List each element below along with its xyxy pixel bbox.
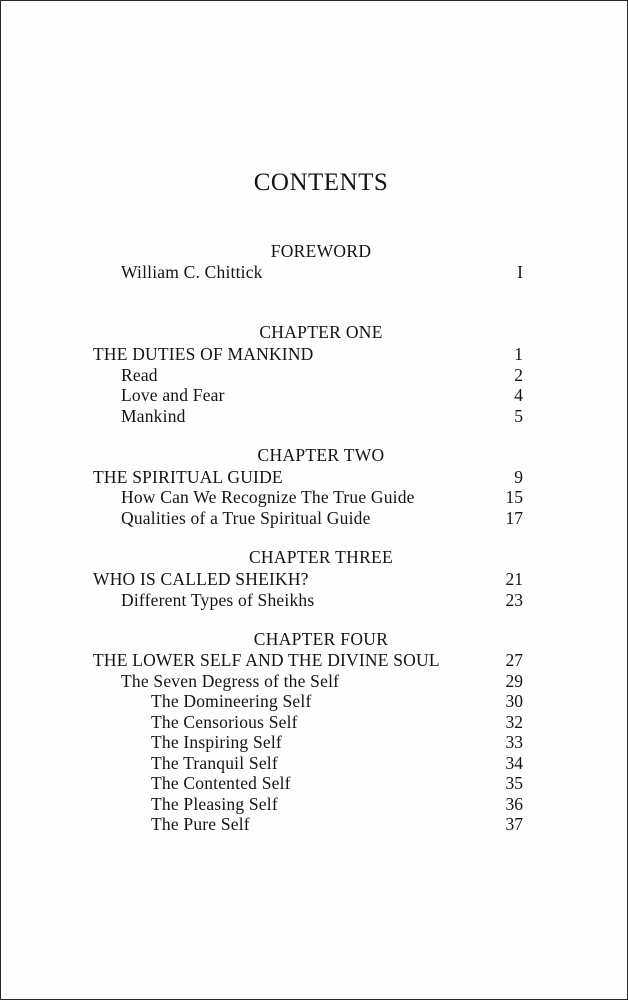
toc-section-page: 2 — [514, 365, 523, 385]
toc-section-page: 5 — [514, 406, 523, 426]
toc-subsection-page: 36 — [505, 794, 523, 814]
chapter-three-title: WHO IS CALLED SHEIKH? — [93, 569, 309, 589]
page-title: CONTENTS — [253, 169, 389, 196]
chapter-one-heading: CHAPTER ONE — [259, 322, 383, 342]
chapter-three-page: 21 — [505, 569, 523, 589]
toc-subsection-entry: The Pure Self — [151, 814, 250, 834]
toc-subsection-page: 34 — [505, 753, 523, 773]
chapter-four-title: THE LOWER SELF AND THE DIVINE SOUL — [93, 650, 440, 670]
toc-section-entry: Read — [121, 365, 158, 385]
toc-subsection-entry: The Pleasing Self — [151, 794, 278, 814]
toc-subsection-page: 37 — [505, 814, 523, 834]
foreword-heading: FOREWORD — [270, 241, 372, 261]
toc-section-entry: How Can We Recognize The True Guide — [121, 487, 415, 507]
toc-section-entry: Love and Fear — [121, 385, 225, 405]
chapter-four-heading: CHAPTER FOUR — [253, 629, 389, 649]
chapter-one-page: 1 — [514, 344, 523, 364]
toc-subsection-entry: The Contented Self — [151, 773, 291, 793]
toc-section-page: 4 — [514, 385, 523, 405]
toc-subsection-page: 30 — [505, 691, 523, 711]
toc-section-entry: Qualities of a True Spiritual Guide — [121, 508, 371, 528]
toc-subsection-entry: The Tranquil Self — [151, 753, 278, 773]
toc-section-page: 15 — [505, 487, 523, 507]
foreword-author: William C. Chittick — [121, 262, 263, 282]
chapter-three-heading: CHAPTER THREE — [248, 547, 394, 567]
chapter-two-page: 9 — [514, 467, 523, 487]
toc-section-page: 29 — [505, 671, 523, 691]
toc-section-entry: Mankind — [121, 406, 186, 426]
toc-subsection-page: 35 — [505, 773, 523, 793]
chapter-four-page: 27 — [505, 650, 523, 670]
toc-subsection-entry: The Censorious Self — [151, 712, 298, 732]
toc-section-entry: The Seven Degress of the Self — [121, 671, 340, 691]
toc-subsection-page: 33 — [505, 732, 523, 752]
foreword-page: I — [517, 262, 523, 282]
chapter-one-title: THE DUTIES OF MANKIND — [93, 344, 314, 364]
toc-subsection-entry: The Domineering Self — [151, 691, 312, 711]
chapter-two-title: THE SPIRITUAL GUIDE — [93, 467, 283, 487]
toc-section-page: 17 — [505, 508, 523, 528]
toc-section-entry: Different Types of Sheikhs — [121, 590, 315, 610]
chapter-two-heading: CHAPTER TWO — [257, 445, 385, 465]
toc-section-page: 23 — [505, 590, 523, 610]
toc-subsection-page: 32 — [505, 712, 523, 732]
toc-subsection-entry: The Inspiring Self — [151, 732, 282, 752]
